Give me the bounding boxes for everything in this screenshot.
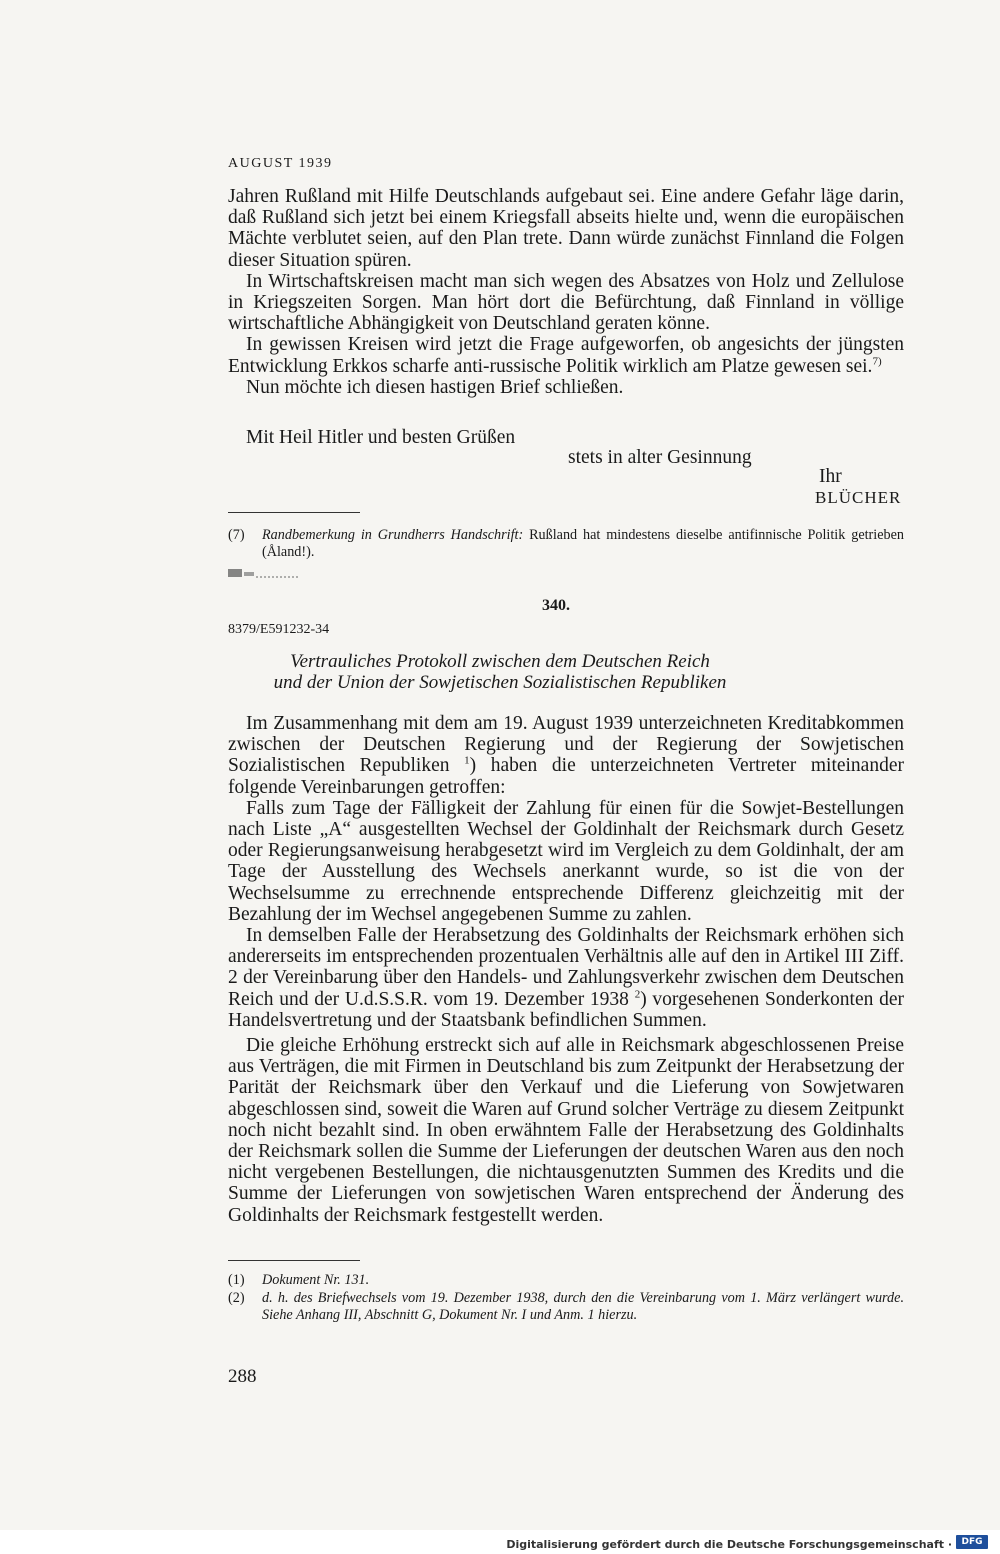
letter-body: [228, 186, 904, 398]
running-head: AUGUST 1939: [228, 156, 333, 171]
page-number: 288: [228, 1366, 257, 1387]
letter-paragraph-text: In gewissen Kreisen wird jetzt die Frage aufgeworfen, ob angesichts der jüngsten Entwicklung Erkkos scharfe anti-russische Politik wirklich am Platze gewesen sei.: [228, 334, 904, 377]
protocol-paragraph: [228, 713, 904, 798]
document-number: [0, 597, 1000, 615]
footnote-mark: (2): [228, 1290, 245, 1306]
footnote-ref-7: 7): [872, 355, 882, 368]
footnote-body: Dokument Nr. 131.: [262, 1272, 370, 1288]
protocol-body: [228, 713, 904, 1226]
letter-paragraph: [228, 334, 904, 376]
digitization-credit: Digitalisierung gefördert durch die Deutsche Forschungsgemeinschaft ·: [506, 1538, 952, 1551]
protocol-paragraph: [228, 925, 904, 1031]
footnote-body: Rußland hat mindestens dieselbe antifinnische Politik getrieben (Åland!).: [262, 527, 905, 560]
footnote-ref-2: 2: [634, 988, 641, 1001]
letter-greeting: Mit Heil Hitler und besten Grüßen: [246, 427, 516, 448]
footnote-ref-1: 1: [464, 754, 470, 767]
footnote-divider: [228, 512, 360, 513]
protocol-text: Im Zusammenhang mit dem am 19. August 1939 unterzeichneten Kreditabkommen zwischen der Deutschen Regierung und der Regierung der Sowjetischen Sozialistischen Republiken: [228, 713, 904, 777]
footnote-divider: [228, 1260, 360, 1261]
letter-paragraph: Nun möchte ich diesen hastigen Brief schließen.: [246, 376, 624, 398]
footnote-label: Randbemerkung in Grundherrs Handschrift:: [262, 527, 524, 543]
footnote-body: d. h. des Briefwechsels vom 19. Dezember 1938, durch den die Vereinbarung vom 1. März verlängert wurde. Siehe Anhang III, Abschnitt G, Dokument Nr. I und Anm. 1 hierzu.: [262, 1290, 904, 1323]
dfg-logo-icon[interactable]: DFG: [956, 1535, 988, 1549]
footnote-text: [262, 1290, 904, 1324]
document-title-line-1: Vertrauliches Protokoll zwischen dem Deutschen Reich: [290, 651, 710, 672]
archive-stamp-mark: [228, 566, 298, 580]
document-number-text: 340.: [542, 597, 570, 614]
protocol-text: ) haben die unterzeichneten Vertreter miteinander folgende Vereinbarungen getroffen:: [228, 755, 904, 798]
protocol-paragraph: Falls zum Tage der Fälligkeit der Zahlung für einen für die Sowjet-Bestellungen nach Liste „A“ ausgestellten Wechsel der Goldinhalt der Reichsmark durch Gesetz oder Regierungsanweisung herabgesetzt wird im Vergleich zu dem Goldinhalt, der am Tage der Ausstellung des Wechsels anerkannt wurde, so ist die von der Wechselsumme zu errechnende entsprechende Differenz gleichzeitig mit der Bezahlung der im Wechsel angegebenen Summe zu zahlen.: [228, 797, 904, 925]
footnote-text: [262, 527, 904, 561]
letter-closing: stets in alter Gesinnung: [568, 447, 752, 468]
footnote-2: [228, 1290, 904, 1324]
footnote-7: [228, 527, 904, 561]
footnote-mark: (7): [228, 527, 245, 543]
letter-signature: BLÜCHER: [815, 488, 902, 507]
protocol-text: In demselben Falle der Herabsetzung des Goldinhalts der Reichsmark erhöhen sich andererseits im entsprechenden prozentualen Verhältnis alle auf den in Artikel III Ziff. 2 der Vereinbarung über den Handels- und Zahlungsverkehr zwischen dem Deutschen Reich und der U.d.S.S.R. vom 19. Dezember 1938: [228, 925, 904, 1010]
footnote-mark: (1): [228, 1272, 245, 1288]
document-reference: 8379/E591232-34: [228, 622, 330, 637]
protocol-paragraph: Die gleiche Erhöhung erstreckt sich auf alle in Reichsmark abgeschlossenen Preise aus Verträgen, die mit Firmen in Deutschland bis zum Zeitpunkt der Herabsetzung der Parität der Reichsmark über den Verkauf und die Lieferung von Sowjetwaren abgeschlossen sind, soweit die Waren auf Grund solcher Verträge zu diesem Zeitpunkt noch nicht bezahlt sind. In oben erwähntem Falle der Herabsetzung des Goldinhalts der Reichsmark sollen die Summe der Lieferungen der deutschen Waren aus den noch nicht vergebenen Bestellungen, die nichtausgenutzten Summen des Kredits und die Summe der Lieferungen von sowjetischen Waren entsprechend der Änderung des Goldinhalts der Reichsmark festgestellt werden.: [228, 1035, 904, 1226]
letter-paragraph: Jahren Rußland mit Hilfe Deutschlands aufgebaut sei. Eine andere Gefahr läge darin, daß Rußland sich jetzt bei einem Kriegsfall abseits hielte und, wenn die europäischen Mächte verblutet seien, auf den Plan trete. Dann würde zunächst Finnland die Folgen dieser Situation spüren.: [228, 186, 904, 271]
footnote-text: [262, 1272, 904, 1289]
letter-paragraph: In Wirtschaftskreisen macht man sich wegen des Absatzes von Holz und Zellulose in Kriegszeiten Sorgen. Man hört dort die Befürchtung, daß Finnland in völlige wirtschaftliche Abhängigkeit von Deutschland geraten könne.: [228, 270, 904, 335]
footnote-1: [228, 1272, 904, 1289]
protocol-text: ) vorgesehenen Sonderkonten der Handelsvertretung und der Staatsbank befindlichen Summen.: [228, 988, 904, 1031]
document-title-line-2: und der Union der Sowjetischen Sozialistischen Republiken: [273, 672, 727, 693]
letter-ihr: Ihr: [819, 466, 842, 487]
